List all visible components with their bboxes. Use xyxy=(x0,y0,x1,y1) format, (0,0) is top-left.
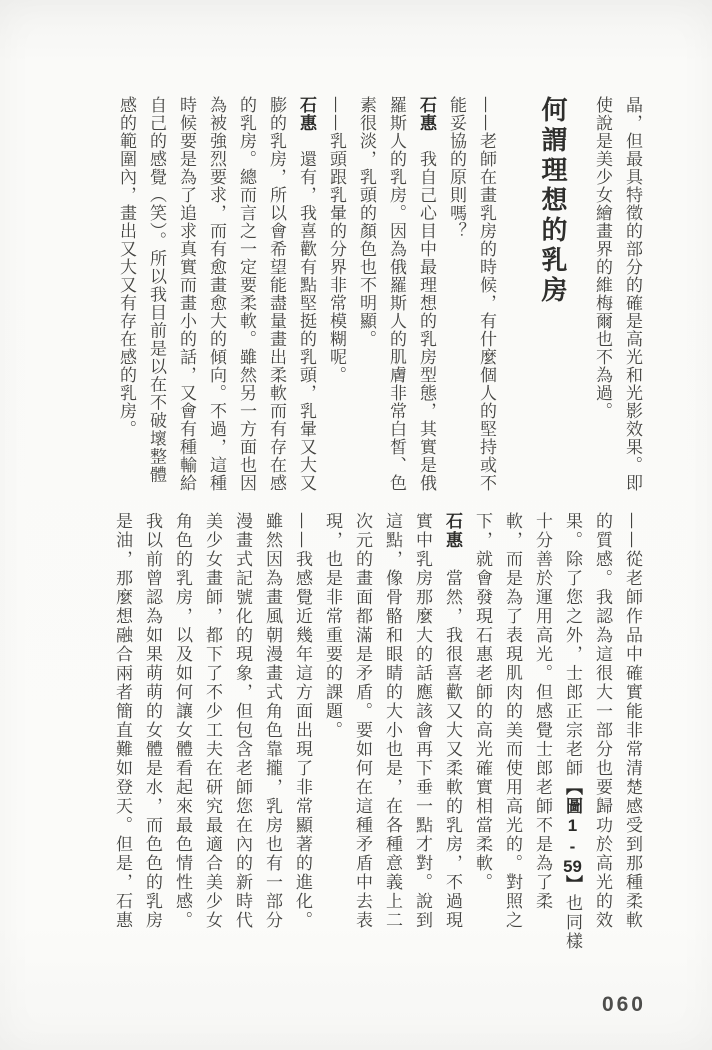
text-run: 十分善於運用高光。但感覺士郎老師不是為了柔 xyxy=(532,512,552,911)
text-column xyxy=(617,96,647,508)
bold-text-run: 石惠 xyxy=(417,96,436,132)
text-run: 果。除了您之外，士郎正宗老師 xyxy=(562,512,582,778)
text-run: 下，就會發現石惠老師的高光確實相當柔軟。 xyxy=(472,512,492,892)
text-column xyxy=(201,96,231,508)
text-column xyxy=(351,96,381,508)
text-column xyxy=(411,96,441,508)
text-run: 何謂理想的乳房 xyxy=(538,96,568,306)
text-run: ——老師在畫乳房的時候，有什麼個人的堅持或不 xyxy=(476,96,496,492)
bold-text-run: 1- xyxy=(563,816,582,858)
text-column xyxy=(137,512,167,938)
top-text-block xyxy=(111,96,647,508)
text-run: 能妥協的原則嗎？ xyxy=(446,96,466,240)
text-run: 使說是美少女繪畫界的維梅爾也不為過。 xyxy=(592,96,612,420)
text-column xyxy=(437,512,467,938)
text-column xyxy=(471,96,501,508)
text-run: 是油，那麼想融合兩者簡直難如登天。但是，石惠 xyxy=(112,512,132,930)
text-run: 美少女畫師，都下了不少工夫在研究最適合美少女 xyxy=(202,512,222,930)
bottom-text-block xyxy=(107,512,647,951)
bold-text-run: 】 xyxy=(563,875,582,894)
text-column xyxy=(227,512,257,938)
text-run: 也同樣 xyxy=(562,894,582,951)
text-run: 我以前曾認為如果萌萌的女體是水，而色色的乳房 xyxy=(142,512,162,930)
text-run: 軟，而是為了表現肌肉的美而使用高光的。對照之 xyxy=(502,512,522,930)
text-column xyxy=(287,512,317,938)
text-column xyxy=(171,96,201,508)
text-column xyxy=(111,96,141,508)
text-run: 漫畫式記號化的現象，但包含老師您在內的新時代 xyxy=(232,512,252,930)
text-run: 現，也是非常重要的課題。 xyxy=(322,512,342,740)
text-column xyxy=(107,512,137,938)
bold-text-run: 石惠 xyxy=(443,512,462,550)
text-column xyxy=(587,96,617,508)
text-column xyxy=(557,512,587,951)
text-run: 自己的感覺（笑）。所以我目前是以在不破壞整體 xyxy=(146,96,166,484)
text-column xyxy=(291,96,321,508)
text-run: 角色的乳房，以及如何讓女體看起來最色情性感。 xyxy=(172,512,192,930)
text-run: 素很淡，乳頭的顏色也不明顯。 xyxy=(356,96,376,348)
text-column xyxy=(257,512,287,938)
text-run: 當然，我很喜歡又大又柔軟的乳房，不過現 xyxy=(442,550,462,930)
text-column xyxy=(321,96,351,508)
text-column xyxy=(441,96,471,508)
text-column xyxy=(261,96,291,508)
text-column xyxy=(467,512,497,938)
text-column xyxy=(497,512,527,938)
text-column xyxy=(231,96,261,508)
text-run: 的乳房。總而言之一定要柔軟。雖然另一方面也因 xyxy=(236,96,256,492)
text-column xyxy=(197,512,227,938)
bold-text-run: 石惠 xyxy=(297,96,316,132)
text-run: 膨的乳房，所以會希望能盡量畫出柔軟而有存在感 xyxy=(266,96,286,492)
text-run: ——從老師作品中確實能非常清楚感受到那種柔軟 xyxy=(622,512,642,930)
text-run: 還有，我喜歡有點堅挺的乳頭，乳暈又大又 xyxy=(296,132,316,492)
text-run: 這點，像骨骼和眼睛的大小也是，在各種意義上二 xyxy=(382,512,402,930)
text-column xyxy=(347,512,377,938)
text-column xyxy=(141,96,171,508)
section-heading xyxy=(531,96,575,508)
text-column xyxy=(587,512,617,938)
bold-text-run: 59 xyxy=(563,858,582,875)
text-run: 晶，但最具特徵的部分的確是高光和光影效果。即 xyxy=(622,96,642,492)
text-column xyxy=(167,512,197,938)
text-run: ——我感覺近幾年這方面出現了非常顯著的進化。 xyxy=(292,512,312,930)
text-run: 雖然因為畫風朝漫畫式角色靠攏，乳房也有一部分 xyxy=(262,512,282,930)
text-column xyxy=(381,96,411,508)
text-column xyxy=(407,512,437,938)
bold-text-run: 【圖 xyxy=(563,778,582,816)
text-column xyxy=(617,512,647,938)
text-column xyxy=(317,512,347,938)
text-run: 時候要是為了追求真實而畫小的話，又會有種輸給 xyxy=(176,96,196,492)
text-run: 感的範圍內，畫出又大又有存在感的乳房。 xyxy=(116,96,136,438)
text-column xyxy=(377,512,407,938)
text-run: 次元的畫面都滿是矛盾。要如何在這種矛盾中去表 xyxy=(352,512,372,930)
text-run: 實中乳房那麼大的話應該會再下垂一點才對。說到 xyxy=(412,512,432,930)
page-number: 060 xyxy=(601,993,646,1016)
text-run: ——乳頭跟乳暈的分界非常模糊呢。 xyxy=(326,96,346,384)
text-column xyxy=(527,512,557,938)
text-run: 我自己心目中最理想的乳房型態，其實是俄 xyxy=(416,132,436,492)
text-run: 為被強烈要求，而有愈畫愈大的傾向。不過，這種 xyxy=(206,96,226,492)
text-run: 羅斯人的乳房。因為俄羅斯人的肌膚非常白皙、色 xyxy=(386,96,406,492)
text-run: 的質感。我認為這很大一部分也要歸功於高光的效 xyxy=(592,512,612,930)
